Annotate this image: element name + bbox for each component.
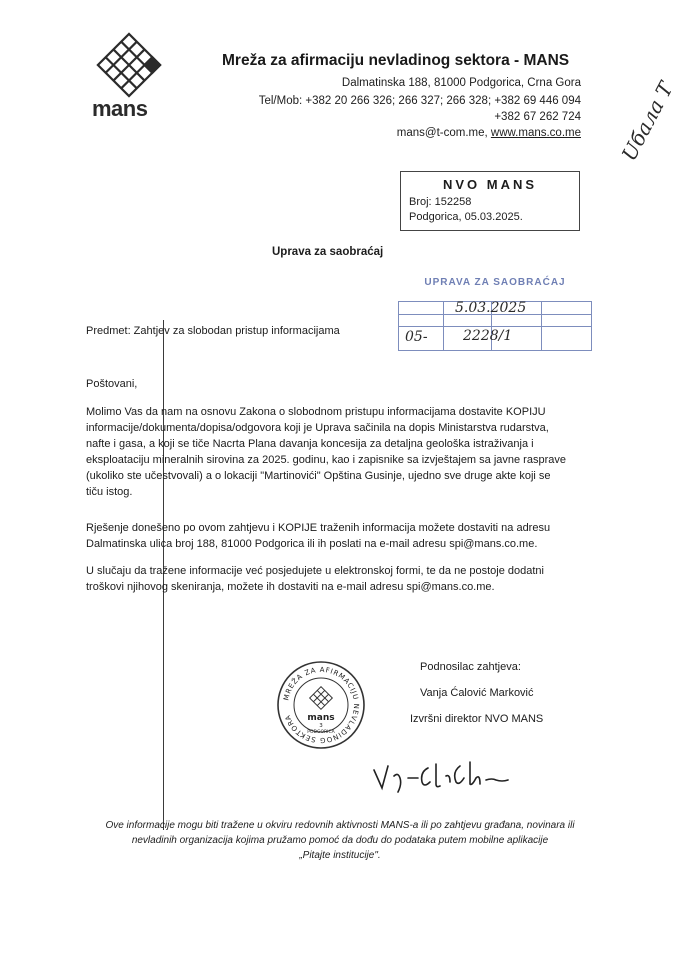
official-seal [276,660,366,750]
salutation: Poštovani, [86,378,138,390]
seal-ring-text: MREŽA ZA AFIRMACIJU NEVLADINOG SEKTORA [282,665,361,745]
handwritten-signature [372,760,572,796]
recipient: Uprava za saobraćaj [272,246,384,258]
org-phone-line2: +382 67 262 724 [494,111,581,123]
subject-line: Predmet: Zahtjev za slobodan pristup informacijama [86,325,340,337]
seal-center-text: mans [307,713,335,723]
footer-line-2: nevladinih organizacija kojima pružamo pomoć da dođu do podataka putem mobilne aplikacije [131,835,549,846]
seal-number: 3 [319,723,323,729]
org-phone-line1: Tel/Mob: +382 20 266 326; 266 327; 266 328; +382 69 446 094 [258,95,581,107]
stamp-table [398,301,592,351]
paragraph-delivery: Rješenje donešeno po ovom zahtjevu i KOPIJE traženih informacija možete dostaviti na adresu Dalmatinska ulica broj 188, 81000 Podgorica ili ih poslati na e-mail adresu spi@mans.co.me. [86,522,551,550]
logo-text: mans [92,96,148,121]
applicant-label: Podnosilac zahtjeva: [420,661,521,673]
paragraph-electronic: U slučaju da tražene informacije već posjedujete u elektronskoj formi, te da ne postoje dodatni troškovi njihovog skeniranja, možete ih dostaviti na e-mail adresu spi@mans.co.me. [86,565,544,593]
receipt-stamp [396,275,594,355]
org-name: Mreža za afirmaciju nevladinog sektora - MANS [222,52,570,69]
stamp-date: 5.03.2025 [455,300,527,316]
footer-line-1: Ove informacije mogu biti tražene u okviru redovnih aktivnosti MANS-a ili po zahtjevu građana, novinara ili [105,820,575,831]
signatory-name: Vanja Ćalović Marković [420,687,534,699]
paragraph-request: Molimo Vas da nam na osnovu Zakona o slobodnom pristupu informacijama dostavite KOPIJU informacije/dokumenta/dopisa/odgovora koji je Uprava sačinila na dopis Ministarstva rudarstva, nafte i gasa, a koji se tiče Nacrta Plana davanja koncesija za detaljna geološka istraživanja i eksploataciju mineralnih sirovina za 2025. godinu, kao i zapisnike sa izvještajem sa javne rasprave (ukoliko ste učestvovali) a o lokaciji "Martinovići" Opština Gusinje, ujedno sve druge akte koji se tiču istog. [86,406,566,498]
stamp-number-prefix: 05- [405,329,428,345]
handwritten-note-text: Uбала Т [616,78,674,162]
footer-line-3: „Pitajte institucije". [299,850,381,861]
org-address: Dalmatinska 188, 81000 Podgorica, Crna Gora [341,77,581,89]
footer-note [80,818,600,863]
registration-date: Podgorica, 05.03.2025. [409,211,523,223]
org-email: mans@t-com.me, [396,127,491,139]
stamp-title: UPRAVA ZA SAOBRAĆAJ [424,277,566,288]
signatory-title: Izvršni direktor NVO MANS [410,713,544,725]
registration-box [400,171,580,231]
stamp-number: 2228/1 [463,328,513,344]
org-website-link[interactable]: www.mans.co.me [490,127,581,139]
registration-number: Broj: 152258 [409,196,472,208]
registration-title: NVO MANS [442,177,538,192]
seal-city: PODGORICA [307,730,335,735]
handwritten-note [590,72,674,162]
org-contact [397,127,581,139]
